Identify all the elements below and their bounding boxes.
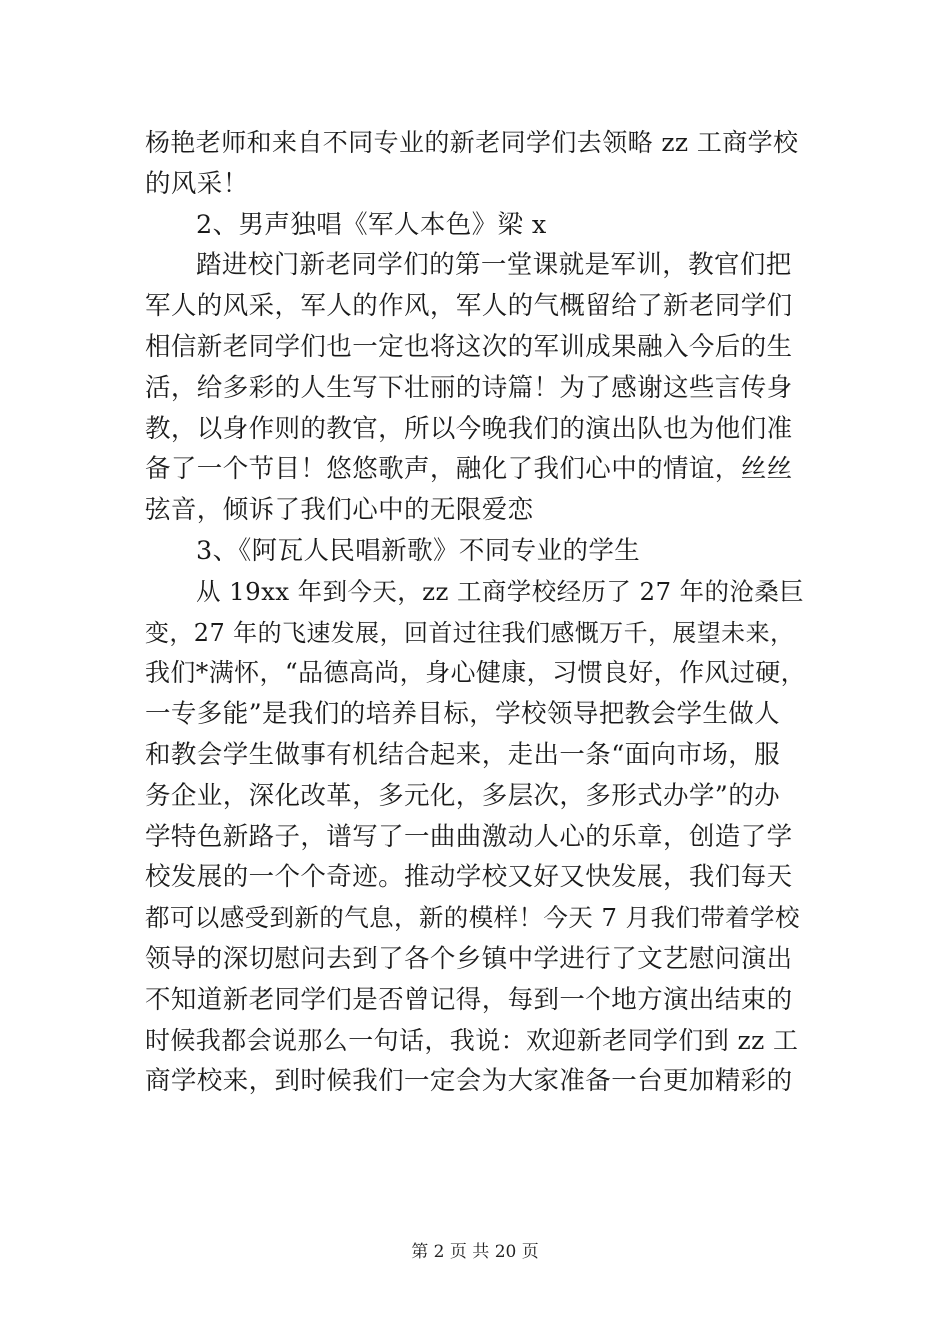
text-line: 校发展的一个个奇迹。推动学校又好又快发展，我们每天 bbox=[145, 862, 793, 893]
text-line: 教，以身作则的教官，所以今晚我们的演出队也为他们准 bbox=[145, 413, 793, 444]
section-heading: 3、《阿瓦人民唱新歌》不同专业的学生 bbox=[196, 535, 641, 566]
text-line: 备了一个节目！悠悠歌声，融化了我们心中的情谊，丝丝 bbox=[145, 454, 793, 485]
text-line: 活，给多彩的人生写下壮丽的诗篇！为了感谢这些言传身 bbox=[145, 372, 793, 403]
text-line: 领导的深切慰问去到了各个乡镇中学进行了文艺慰问演出 bbox=[145, 943, 793, 974]
page-number-footer: 第 2 页 共 20 页 bbox=[411, 1242, 539, 1262]
text-line: 变，27 年的飞速发展，回首过往我们感慨万千，展望未来， bbox=[145, 618, 795, 647]
text-line: 弦音，倾诉了我们心中的无限爱恋 bbox=[145, 495, 534, 526]
text-line: 务企业，深化改革，多元化，多层次，多形式办学”的办 bbox=[145, 780, 781, 811]
text-line: 军人的风采，军人的作风，军人的气概留给了新老同学们 bbox=[145, 291, 793, 322]
text-line: 杨艳老师和来自不同专业的新老同学们去领略 zz 工商学校 bbox=[145, 128, 799, 157]
text-line: 我们*满怀，“品德高尚，身心健康，习惯良好，作风过硬， bbox=[145, 658, 807, 688]
document-body bbox=[145, 123, 807, 1102]
text-line: 和教会学生做事有机结合起来，走出一条“面向市场，服 bbox=[145, 739, 781, 770]
text-line: 学特色新路子，谱写了一曲曲激动人心的乐章，创造了学 bbox=[145, 821, 793, 852]
paragraph-start: 从 19xx 年到今天，zz 工商学校经历了 27 年的沧桑巨 bbox=[196, 576, 805, 606]
paragraph-start: 踏进校门新老同学们的第一堂课就是军训，教官们把 bbox=[196, 250, 792, 281]
text-line: 相信新老同学们也一定也将这次的军训成果融入今后的生 bbox=[145, 331, 793, 362]
text-line: 不知道新老同学们是否曾记得，每到一个地方演出结束的 bbox=[145, 984, 793, 1015]
text-line: 一专多能”是我们的培养目标，学校领导把教会学生做人 bbox=[145, 699, 781, 730]
text-line: 的风采！ bbox=[145, 168, 249, 199]
text-line: 时候我都会说那么一句话，我说：欢迎新老同学们到 zz 工 bbox=[145, 1025, 799, 1055]
text-line: 商学校来，到时候我们一定会为大家准备一台更加精彩的 bbox=[145, 1066, 793, 1097]
text-line: 都可以感受到新的气息，新的模样！今天 7 月我们带着学校 bbox=[145, 903, 800, 933]
section-heading: 2、男声独唱《军人本色》梁 x bbox=[196, 209, 547, 240]
